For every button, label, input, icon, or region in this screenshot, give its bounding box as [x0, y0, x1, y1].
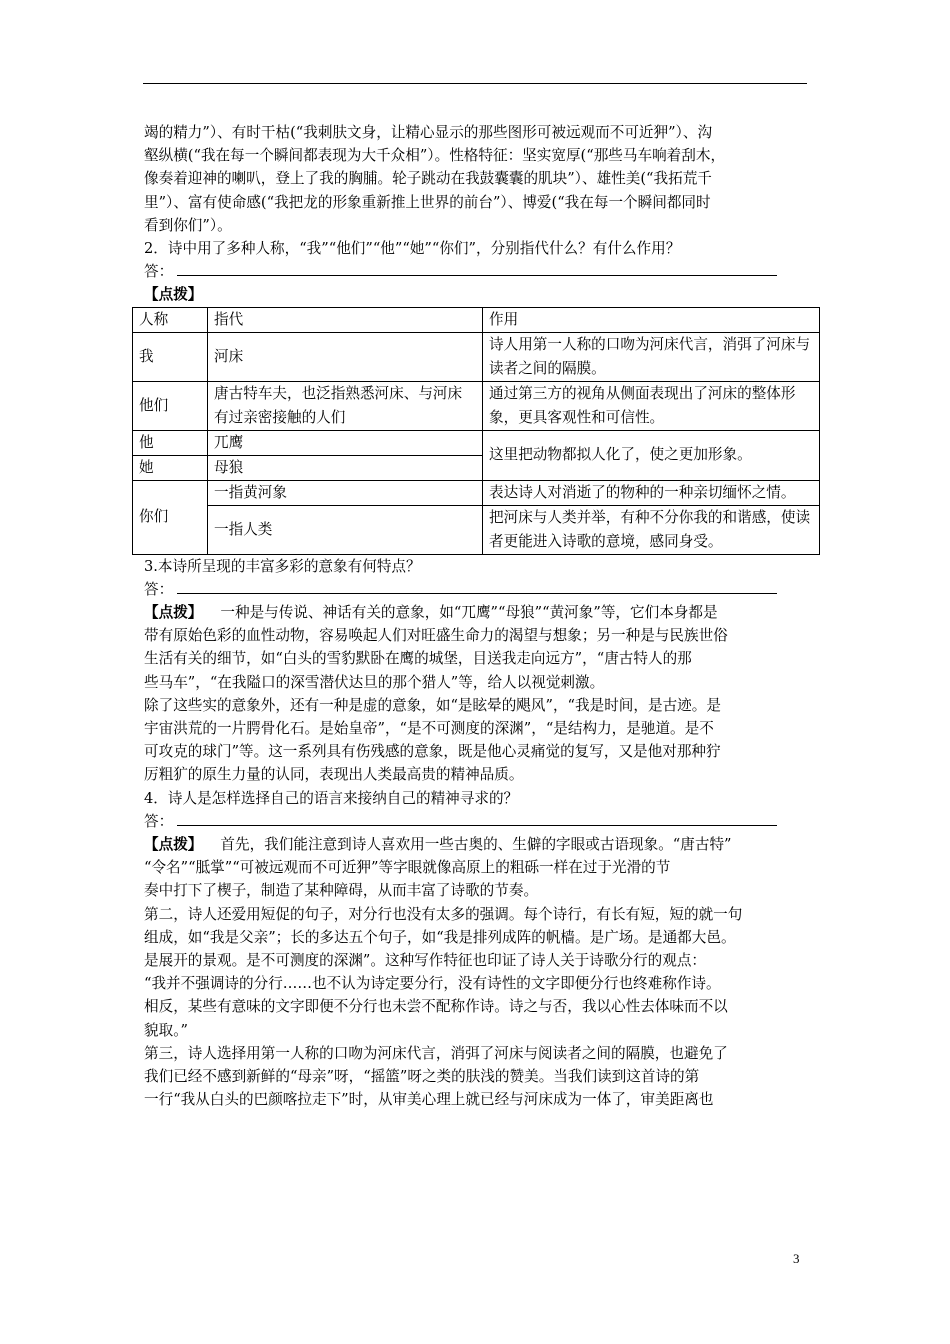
tip-label-2: 【点拨】: [144, 286, 203, 304]
text-line: “令名”“胝掌”“可被远观而不可近狎”等字眼就像高原上的粗砾一样在过于光滑的节: [144, 859, 671, 877]
answer-blank: [177, 811, 777, 826]
table-cell: 我: [133, 332, 208, 381]
answer-blank: [177, 261, 777, 276]
text-line: 相反，某些有意味的文字即便不分行也未尝不配称作诗。诗之与否，我以心性去体味而不以: [144, 998, 728, 1016]
pronoun-table: [132, 307, 820, 555]
table-cell: 表达诗人对消逝了的物种的一种亲切缅怀之情。: [483, 480, 820, 505]
text-line: 竭的精力”）、有时干枯(“我刺肤文身，让精心显示的那些图形可被远观而不可近狎”）、沟: [144, 124, 713, 141]
tip-label: 【点拨】: [144, 604, 203, 622]
tip-3: [144, 601, 820, 787]
answer-label: 答：: [144, 812, 174, 830]
text-line: 带有原始色彩的血性动物，容易唤起人们对旺盛生命力的渴望与想象；另一种是与民族世俗: [144, 627, 728, 645]
table-cell: 一指人类: [208, 505, 483, 554]
text-line: 像奏着迎神的喇叭，登上了我的胸脯。轮子跳动在我鼓囊囊的肌块”）、雄性美(“我拓荒千: [144, 170, 712, 188]
table-cell: 河床: [208, 332, 483, 381]
table-cell: 一指黄河象: [208, 480, 483, 505]
answer-2: [144, 260, 820, 283]
page-number: 3: [793, 1251, 800, 1266]
question-3: 3.本诗所呈现的丰富多彩的意象有何特点？: [144, 557, 421, 575]
text-line: 可攻克的球门”等。这一系列具有伤残感的意象，既是他心灵痛觉的复写，又是他对那种狞: [144, 743, 721, 761]
table-cell: 唐古特车夫，也泛指熟悉河床、与河床有过亲密接触的人们: [208, 381, 483, 430]
text-line: 厉粗犷的原生力量的认同，表现出人类最高贵的精神品质。: [144, 766, 524, 784]
table-cell: 他们: [133, 381, 208, 430]
table-header: 指代: [208, 307, 483, 332]
text-line: 是展开的景观。是不可测度的深渊”。这种写作特征也印证了诗人关于诗歌分行的观点：: [144, 952, 707, 970]
question-2: 2．诗中用了多种人称，“我”“他们”“他”“她”“你们”，分别指代什么？有什么作用？: [144, 240, 681, 258]
text-line: 第二，诗人还爱用短促的句子，对分行也没有太多的强调。每个诗行，有长有短，短的就一句: [144, 905, 743, 923]
text-line: 奏中打下了楔子，制造了某种障碍，从而丰富了诗歌的节奏。: [144, 882, 539, 900]
table-cell: 把河床与人类并举，有种不分你我的和谐感，使读者更能进入诗歌的意境，感同身受。: [483, 505, 820, 554]
header-rule: [143, 83, 807, 84]
text-line: 里”）、富有使命感(“我把龙的形象重新推上世界的前台”）、博爱(“我在每一个瞬间都同时: [144, 193, 711, 211]
table-row: [133, 332, 820, 381]
text-line: 第三，诗人选择用第一人称的口吻为河床代言，消弭了河床与阅读者之间的隔膜，也避免了: [144, 1044, 728, 1062]
text-line: 生活有关的细节，如“白头的雪豹默卧在鹰的城堡，目送我走向远方”，“唐古特人的那: [144, 650, 692, 668]
text-line: 【点拨】 首先，我们能注意到诗人喜欢用一些古奥的、生僻的字眼或古语现象。“唐古特”: [144, 836, 732, 854]
text-line: 我们已经不感到新鲜的“母亲”呀，“摇篮”呀之类的肤浅的赞美。当我们读到这首诗的第: [144, 1068, 700, 1086]
answer-3: [144, 578, 820, 601]
table-row: [133, 381, 820, 430]
table-cell: 兀鹰: [208, 430, 483, 455]
text-line: 除了这些实的意象外，还有一种是虚的意象，如“是眩晕的飓风”，“我是时间，是古迹。是: [144, 696, 721, 714]
text-line: 宇宙洪荒的一片腭骨化石。是始皇帝”，“是不可测度的深渊”，“是结构力，是驰道。是不: [144, 720, 714, 738]
answer-label: 答：: [144, 580, 174, 598]
text-line: “我并不强调诗的分行……也不认为诗定要分行，没有诗性的文字即便分行也终难称作诗。: [144, 975, 721, 993]
text-line: 壑纵横(“我在每一个瞬间都表现为大千众相”）。性格特征：坚实宽厚(“那些马车响着刮木，: [144, 147, 726, 165]
text-line: 一行“我从白头的巴颜喀拉走下”时，从审美心理上就已经与河床成为一体了，审美距离也: [144, 1091, 714, 1109]
tip-4: [144, 833, 820, 1111]
tip-label: 【点拨】: [144, 836, 203, 854]
table-row: [133, 505, 820, 554]
text-line: 组成，如“我是父亲”；长的多达五个句子，如“我是排列成阵的帆樯。是广场。是通都大邑。: [144, 928, 736, 946]
table-cell: 这里把动物都拟人化了，使之更加形象。: [483, 430, 820, 480]
answer-4: [144, 810, 820, 833]
table-cell: 诗人用第一人称的口吻为河床代言，消弭了河床与读者之间的隔膜。: [483, 332, 820, 381]
table-cell: 你们: [133, 480, 208, 554]
question-4: 4．诗人是怎样选择自己的语言来接纳自己的精神寻求的？: [144, 789, 519, 807]
intro-paragraph: [144, 121, 820, 237]
table-row: [133, 430, 820, 455]
table-cell: 通过第三方的视角从侧面表现出了河床的整体形象，更具客观性和可信性。: [483, 381, 820, 430]
table-header-row: [133, 307, 820, 332]
answer-blank: [177, 579, 777, 594]
text-line: 【点拨】 一种是与传说、神话有关的意象，如“兀鹰”“母狼”“黄河象”等，它们本身都是: [144, 604, 718, 622]
text-line: 看到你们”）。: [144, 216, 232, 234]
table-cell: 她: [133, 455, 208, 480]
table-header: 人称: [133, 307, 208, 332]
text-line: 些马车”，“在我隘口的深雪潜伏达旦的那个猎人”等，给人以视觉刺激。: [144, 673, 605, 691]
answer-label: 答：: [144, 263, 174, 281]
table-row: [133, 480, 820, 505]
table-cell: 他: [133, 430, 208, 455]
table-cell: 母狼: [208, 455, 483, 480]
table-header: 作用: [483, 307, 820, 332]
text-line: 貌取。”: [144, 1021, 188, 1039]
page-content: [139, 121, 820, 1112]
